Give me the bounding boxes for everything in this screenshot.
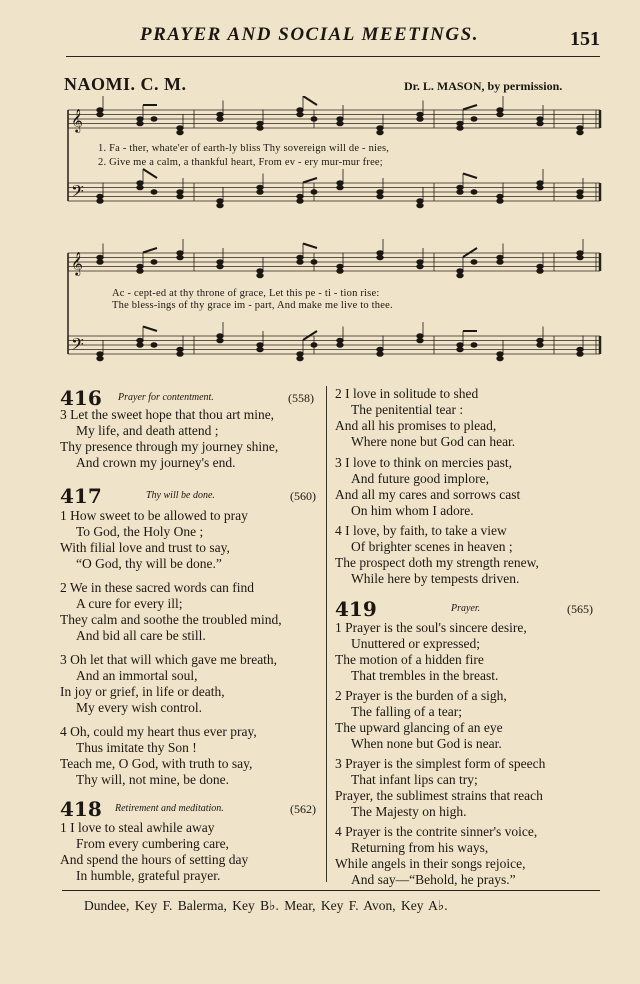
- note-head: [377, 190, 383, 195]
- hymn-title: Retirement and meditation.: [115, 803, 224, 814]
- verse-line: From every cumbering care,: [76, 836, 229, 851]
- music-score: [60, 96, 605, 371]
- note-head: [577, 130, 583, 135]
- note-head: [217, 112, 223, 117]
- note-head: [297, 108, 303, 113]
- note-head: [257, 347, 263, 352]
- verse-line: On him whom I adore.: [351, 503, 474, 518]
- note-head: [97, 352, 103, 357]
- verse-line: And all his promises to plead,: [335, 418, 497, 433]
- note-head: [337, 185, 343, 190]
- note-head: [497, 108, 503, 113]
- verse-line: A cure for every ill;: [76, 596, 183, 611]
- note-beam: [463, 174, 477, 179]
- verse-line: With filial love and trust to say,: [60, 540, 230, 555]
- note-head: [457, 126, 463, 131]
- note-beam: [303, 96, 317, 105]
- verse-line: 2 We in these sacred words can find: [60, 580, 254, 595]
- hymn-number: 416: [60, 386, 102, 410]
- verse-line: 2 I love in solitude to shed: [335, 386, 479, 401]
- footer-rule: [62, 890, 600, 891]
- hymn-reference: (558): [288, 391, 314, 405]
- note-head: [497, 112, 503, 117]
- note-head: [257, 273, 263, 278]
- note-head: [457, 121, 463, 126]
- verse-line: Teach me, O God, with truth to say,: [60, 756, 253, 771]
- note-head: [97, 108, 103, 113]
- note-head: [151, 343, 157, 347]
- note-head: [257, 190, 263, 195]
- verse-line: Thus imitate thy Son !: [76, 740, 197, 755]
- verse-line: The Majesty on high.: [351, 804, 467, 819]
- note-head: [137, 121, 143, 126]
- note-head: [151, 117, 157, 121]
- note-head: [151, 190, 157, 194]
- note-head: [97, 255, 103, 260]
- note-head: [337, 181, 343, 186]
- note-head: [297, 112, 303, 117]
- verse-line: To God, the Holy One ;: [76, 524, 204, 539]
- note-head: [257, 126, 263, 131]
- note-head: [457, 269, 463, 274]
- note-head: [257, 121, 263, 126]
- verse-line: Of brighter scenes in heaven ;: [351, 539, 513, 554]
- lyric-line: 1. Fa - ther, whate'er of earth-ly bliss Thy sovereign will de - nies,: [98, 143, 390, 154]
- note-head: [537, 343, 543, 348]
- note-beam: [303, 244, 317, 249]
- note-head: [497, 199, 503, 204]
- note-head: [337, 121, 343, 126]
- hymn-title: Prayer.: [451, 603, 481, 614]
- note-head: [137, 117, 143, 122]
- lyric-line: The bless-ings of thy grace im - part, And make me live to thee.: [112, 300, 393, 311]
- note-head: [297, 352, 303, 357]
- note-beam: [303, 178, 317, 183]
- note-head: [337, 117, 343, 122]
- note-head: [177, 126, 183, 131]
- note-head: [577, 190, 583, 195]
- note-beam: [463, 105, 477, 110]
- verse-line: And say—“Behold, he prays.”: [351, 872, 516, 887]
- note-head: [257, 343, 263, 348]
- note-head: [297, 260, 303, 265]
- note-head: [377, 347, 383, 352]
- verse-line: 2 Prayer is the burden of a sigh,: [335, 688, 507, 703]
- note-head: [177, 255, 183, 260]
- note-head: [337, 343, 343, 348]
- note-head: [217, 199, 223, 204]
- verse-line: The prospect doth my strength renew,: [335, 555, 539, 570]
- verse-line: 1 I love to steal awhile away: [60, 820, 215, 835]
- verse-line: While here by tempests driven.: [351, 571, 520, 586]
- note-head: [377, 130, 383, 135]
- hymn-heading: [60, 797, 324, 821]
- tune-credit: Dr. L. MASON, by permission.: [404, 79, 563, 93]
- note-head: [417, 264, 423, 269]
- verse-line: They calm and soothe the troubled mind,: [60, 612, 282, 627]
- hymn-heading: [335, 597, 601, 621]
- hymn-title: Prayer for contentment.: [118, 392, 214, 403]
- hymn-number: 417: [60, 484, 102, 508]
- verse-line: 4 I love, by faith, to take a view: [335, 523, 507, 538]
- verse-line: And spend the hours of setting day: [60, 852, 249, 867]
- note-head: [137, 264, 143, 269]
- note-head: [97, 356, 103, 361]
- verse-line: The upward glancing of an eye: [335, 720, 503, 735]
- note-head: [177, 130, 183, 135]
- note-head: [377, 352, 383, 357]
- hymn-number: 418: [60, 797, 102, 821]
- verse-line: And bid all care be still.: [76, 628, 206, 643]
- verse-line: And crown my journey's end.: [76, 455, 236, 470]
- verse-line: The motion of a hidden fire: [335, 652, 484, 667]
- verse-line: The penitential tear :: [351, 402, 464, 417]
- verse-line: 1 Prayer is the soul's sincere desire,: [335, 620, 527, 635]
- note-head: [217, 264, 223, 269]
- note-head: [137, 343, 143, 348]
- verse-line: 3 Prayer is the simplest form of speech: [335, 756, 546, 771]
- note-head: [177, 190, 183, 195]
- verse-line: Thy presence through my journey shine,: [60, 439, 279, 454]
- note-head: [457, 273, 463, 278]
- verse-line: 3 Let the sweet hope that thou art mine,: [60, 407, 275, 422]
- note-head: [97, 112, 103, 117]
- note-head: [537, 117, 543, 122]
- note-head: [137, 269, 143, 274]
- note-head: [537, 181, 543, 186]
- note-head: [457, 347, 463, 352]
- verse-line: 3 Oh let that will which gave me breath,: [60, 652, 278, 667]
- verse-line: In joy or grief, in life or death,: [60, 684, 225, 699]
- hymn-title: Thy will be done.: [146, 490, 215, 501]
- verse-line: The falling of a tear;: [351, 704, 462, 719]
- note-head: [417, 338, 423, 343]
- note-head: [217, 260, 223, 265]
- note-head: [97, 194, 103, 199]
- note-head: [137, 338, 143, 343]
- note-beam: [143, 327, 157, 332]
- note-head: [537, 121, 543, 126]
- verse-line: Thy will, not mine, be done.: [76, 772, 229, 787]
- clef-sign: 𝄢: [71, 181, 84, 205]
- note-head: [471, 190, 477, 194]
- note-beam: [143, 169, 157, 178]
- note-head: [97, 260, 103, 265]
- note-head: [377, 255, 383, 260]
- note-head: [417, 199, 423, 204]
- running-title: PRAYER AND SOCIAL MEETINGS.: [140, 24, 479, 45]
- note-head: [577, 126, 583, 131]
- note-head: [297, 199, 303, 204]
- note-head: [497, 356, 503, 361]
- note-head: [137, 185, 143, 190]
- verse-line: Prayer, the sublimest strains that reach: [335, 788, 543, 803]
- note-head: [311, 190, 317, 194]
- lyric-line: 2. Give me a calm, a thankful heart, From ev - ery mur-mur free;: [98, 157, 383, 168]
- verse-line: While angels in their songs rejoice,: [335, 856, 526, 871]
- header-rule: [66, 56, 600, 57]
- verse-line: My every wish control.: [76, 700, 202, 715]
- note-beam: [303, 331, 317, 340]
- note-beam: [143, 248, 157, 253]
- note-head: [297, 194, 303, 199]
- verse-line: And future good implore,: [351, 471, 489, 486]
- note-head: [311, 260, 317, 264]
- note-head: [137, 181, 143, 186]
- note-head: [417, 203, 423, 208]
- verse-line: Where none but God can hear.: [351, 434, 516, 449]
- verse-line: And all my cares and sorrows cast: [335, 487, 521, 502]
- note-head: [297, 255, 303, 260]
- note-head: [151, 260, 157, 264]
- note-head: [471, 260, 477, 264]
- note-beam: [463, 248, 477, 257]
- note-head: [257, 269, 263, 274]
- verse-line: 4 Oh, could my heart thus ever pray,: [60, 724, 257, 739]
- note-head: [577, 347, 583, 352]
- note-head: [577, 352, 583, 357]
- note-head: [377, 251, 383, 256]
- clef-sign: 𝄢: [71, 334, 84, 358]
- verse-line: 1 How sweet to be allowed to pray: [60, 508, 248, 523]
- note-head: [377, 126, 383, 131]
- note-head: [217, 117, 223, 122]
- tune-name: NAOMI. C. M.: [64, 74, 187, 94]
- verse-line: 3 I love to think on mercies past,: [335, 455, 512, 470]
- clef-sign: 𝄞: [71, 251, 83, 275]
- verse-line: Returning from his ways,: [351, 840, 489, 855]
- hymn-reference: (562): [290, 802, 316, 816]
- note-head: [217, 203, 223, 208]
- note-head: [217, 338, 223, 343]
- note-head: [537, 338, 543, 343]
- note-head: [471, 343, 477, 347]
- note-head: [497, 260, 503, 265]
- verse-line: My life, and death attend ;: [76, 423, 219, 438]
- note-head: [417, 260, 423, 265]
- note-head: [97, 199, 103, 204]
- note-head: [311, 343, 317, 347]
- note-head: [217, 334, 223, 339]
- note-head: [537, 185, 543, 190]
- note-head: [537, 264, 543, 269]
- note-head: [577, 251, 583, 256]
- note-head: [457, 185, 463, 190]
- note-head: [577, 255, 583, 260]
- verse-line: And an immortal soul,: [76, 668, 198, 683]
- verse-line: That infant lips can try;: [351, 772, 478, 787]
- note-head: [177, 194, 183, 199]
- note-head: [297, 356, 303, 361]
- clef-sign: 𝄞: [71, 108, 83, 132]
- note-head: [457, 343, 463, 348]
- verse-line: That trembles in the breast.: [351, 668, 499, 683]
- note-head: [417, 117, 423, 122]
- note-head: [337, 338, 343, 343]
- hymn-reference: (565): [567, 602, 593, 616]
- note-head: [311, 117, 317, 121]
- note-head: [257, 185, 263, 190]
- verse-line: When none but God is near.: [351, 736, 502, 751]
- note-head: [497, 194, 503, 199]
- verse-line: “O God, thy will be done.”: [76, 556, 222, 571]
- note-head: [471, 117, 477, 121]
- column-divider: [326, 386, 327, 882]
- note-head: [577, 194, 583, 199]
- note-head: [337, 269, 343, 274]
- tune-keys-footer: Dundee, Key F. Balerma, Key B♭. Mear, Key F. Avon, Key A♭.: [84, 898, 448, 913]
- note-head: [457, 190, 463, 195]
- page-number: 151: [570, 28, 600, 50]
- verse-line: Unuttered or expressed;: [351, 636, 480, 651]
- lyric-line: Ac - cept-ed at thy throne of grace, Let this pe - ti - tion rise:: [112, 288, 380, 299]
- note-head: [497, 352, 503, 357]
- note-head: [537, 269, 543, 274]
- note-head: [177, 352, 183, 357]
- note-head: [337, 264, 343, 269]
- hymn-number: 419: [335, 597, 377, 621]
- note-head: [177, 347, 183, 352]
- hymn-heading: [60, 484, 324, 508]
- hymn-reference: (560): [290, 489, 316, 503]
- note-head: [377, 194, 383, 199]
- note-head: [417, 112, 423, 117]
- note-head: [417, 334, 423, 339]
- verse-line: 4 Prayer is the contrite sinner's voice,: [335, 824, 538, 839]
- note-head: [497, 255, 503, 260]
- verse-line: In humble, grateful prayer.: [76, 868, 221, 883]
- note-head: [177, 251, 183, 256]
